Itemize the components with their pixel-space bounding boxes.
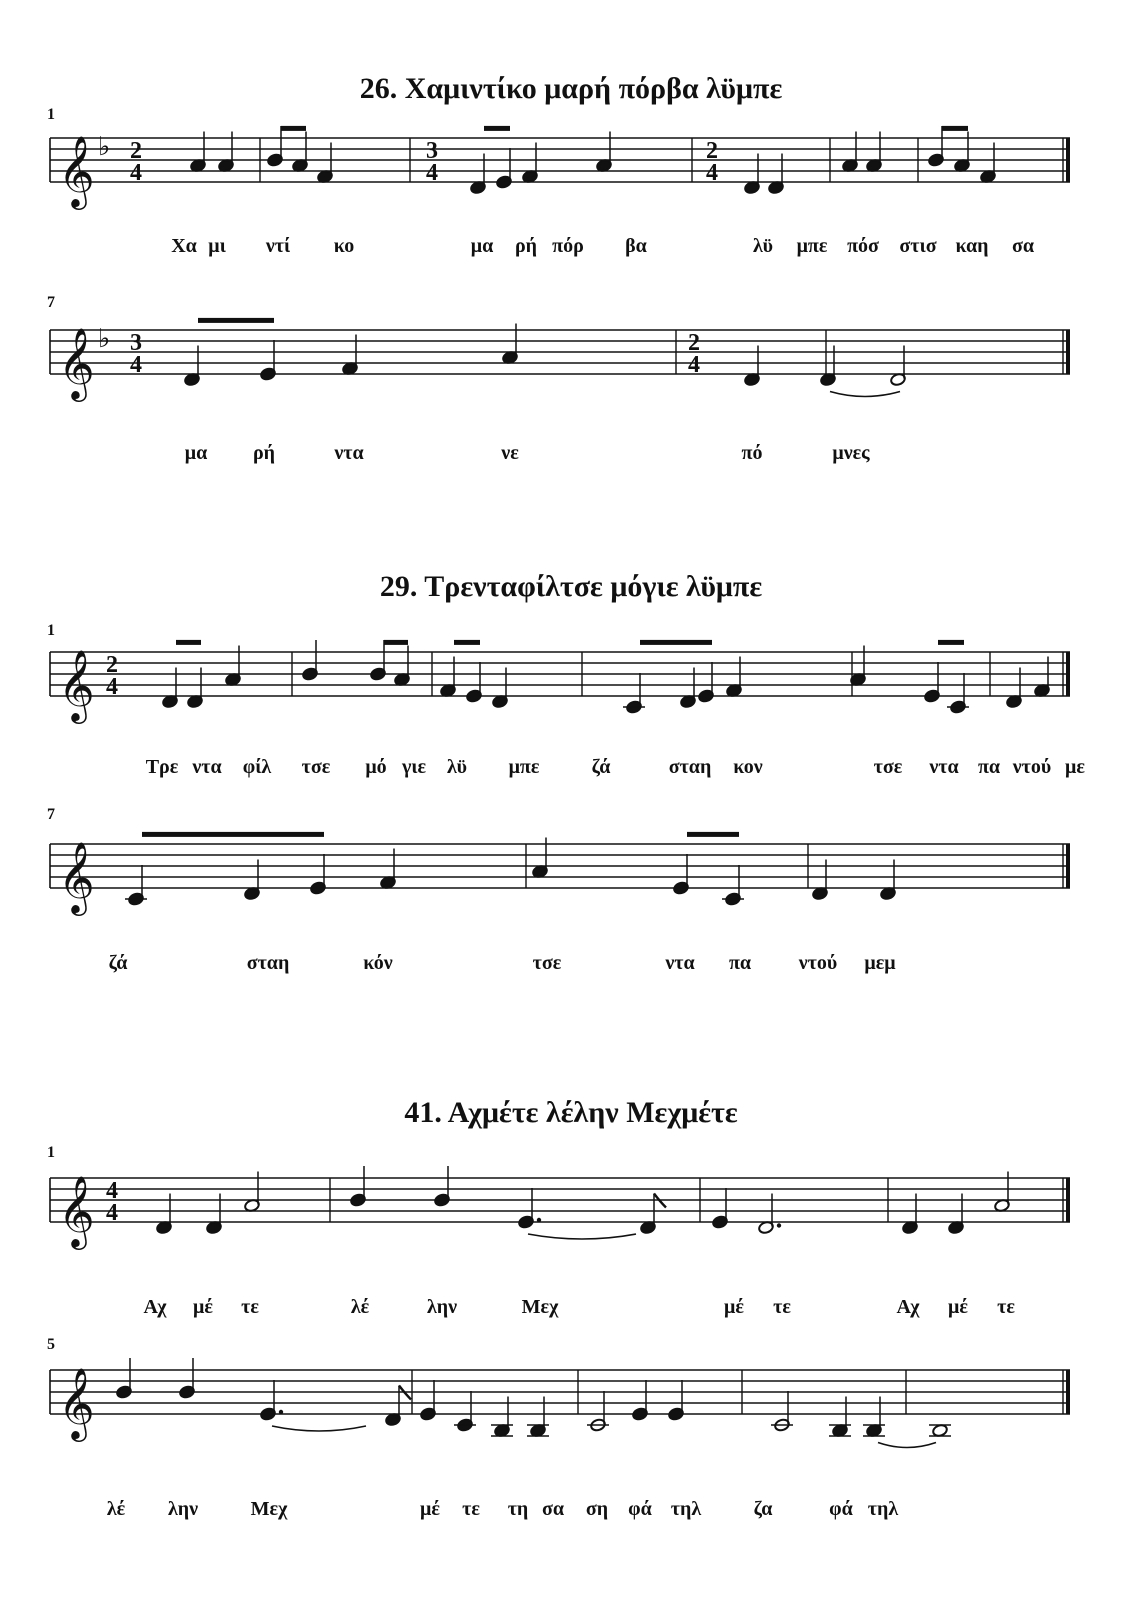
lyric-syllable: τσε <box>301 756 331 778</box>
tie <box>830 392 900 397</box>
lyric-syllable: ντί <box>265 235 291 257</box>
treble-clef-icon: 𝄞 <box>58 326 95 399</box>
lyric-syllable: πόσ <box>847 235 879 257</box>
lyric-syllable: πό <box>741 442 763 464</box>
note-beam <box>142 832 324 837</box>
lyric-syllable: φά <box>628 1498 652 1520</box>
lyric-syllable: Μεχ <box>250 1498 288 1520</box>
lyric-syllable: ντού <box>798 952 838 974</box>
note-beam <box>938 640 964 645</box>
measure-number: 1 <box>47 1144 55 1161</box>
lyric-syllable: Αχ <box>143 1296 167 1318</box>
lyric-syllable: τε <box>773 1296 791 1318</box>
lyric-syllable: τη <box>507 1498 529 1520</box>
lyric-syllable: κόν <box>363 952 393 974</box>
dot <box>777 1223 781 1227</box>
flat-key-signature-icon: ♭ <box>98 324 111 354</box>
lyric-syllable: σα <box>541 1498 565 1520</box>
note-beam <box>281 126 306 131</box>
lyric-syllable: μα <box>184 442 208 464</box>
lyric-syllable: τηλ <box>670 1498 702 1520</box>
lyric-syllable: σταη <box>668 756 712 778</box>
time-signature-top: 3 <box>426 138 438 164</box>
lyric-syllable: Χα <box>171 235 197 257</box>
lyric-syllable: μεμ <box>864 952 896 974</box>
lyric-syllable: μέ <box>724 1296 744 1318</box>
note-beam <box>484 126 510 131</box>
lyric-syllable: μέ <box>420 1498 440 1520</box>
lyric-syllable: με <box>1065 756 1085 778</box>
music-staff <box>0 636 1142 746</box>
measure-number: 7 <box>47 806 55 823</box>
song-title: 41. Αχμέτε λέλην Μεχμέτε <box>404 1096 738 1129</box>
lyric-syllable: ντού <box>1012 756 1052 778</box>
music-staff <box>0 120 1142 220</box>
lyric-syllable: κο <box>333 235 355 257</box>
lyric-syllable: πα <box>728 952 752 974</box>
measure-number: 1 <box>47 106 55 123</box>
lyric-syllable: ντα <box>334 442 364 464</box>
lyric-syllable: λέ <box>106 1498 126 1520</box>
lyric-syllable: ζά <box>108 952 128 974</box>
lyric-syllable: ζα <box>753 1498 773 1520</box>
lyric-syllable: φίλ <box>242 756 272 778</box>
lyric-syllable: Τρε <box>145 756 179 778</box>
lyric-syllable: μπε <box>508 756 540 778</box>
music-staff <box>0 820 1142 930</box>
lyric-syllable: τσε <box>532 952 562 974</box>
time-signature-bottom: 4 <box>130 352 142 378</box>
treble-clef-icon: 𝄞 <box>58 648 95 721</box>
lyric-syllable: φά <box>829 1498 853 1520</box>
time-signature-top: 2 <box>106 652 118 678</box>
lyric-syllable: ντα <box>192 756 222 778</box>
lyric-syllable: τηλ <box>867 1498 899 1520</box>
note-beam <box>454 640 480 645</box>
lyric-syllable: τσε <box>873 756 903 778</box>
lyric-syllable: στισ <box>899 235 937 257</box>
lyric-syllable: τε <box>997 1296 1015 1318</box>
lyric-syllable: λϋ <box>753 235 773 257</box>
lyric-syllable: μνες <box>832 442 870 464</box>
lyric-syllable: μπε <box>796 235 828 257</box>
lyric-syllable: ρή <box>252 442 276 464</box>
treble-clef-icon: 𝄞 <box>58 1366 95 1439</box>
lyric-syllable: νε <box>501 442 519 464</box>
note-beam <box>687 832 739 837</box>
song-title: 26. Χαμιντίκο μαρή πόρβα λϋμπε <box>359 72 783 105</box>
lyric-syllable: ρή <box>514 235 538 257</box>
lyric-syllable: τε <box>241 1296 259 1318</box>
treble-clef-icon: 𝄞 <box>58 840 95 913</box>
lyric-syllable: τε <box>462 1498 480 1520</box>
tie <box>878 1443 936 1448</box>
lyric-syllable: πόρ <box>552 235 584 257</box>
lyric-syllable: μέ <box>948 1296 968 1318</box>
music-staff <box>0 308 1142 418</box>
time-signature-bottom: 4 <box>106 674 118 700</box>
lyric-syllable: σα <box>1011 235 1035 257</box>
lyric-syllable: λϋ <box>447 756 467 778</box>
time-signature-bottom: 4 <box>706 160 718 186</box>
dot <box>279 1410 283 1414</box>
song-title: 29. Τρενταφίλτσε μόγιε λϋμπε <box>379 570 763 603</box>
lyric-syllable: Αχ <box>896 1296 920 1318</box>
time-signature-top: 2 <box>130 138 142 164</box>
time-signature-bottom: 4 <box>688 352 700 378</box>
lyric-syllable: σταη <box>246 952 290 974</box>
time-signature-bottom: 4 <box>426 160 438 186</box>
treble-clef-icon: 𝄞 <box>58 134 95 207</box>
lyric-syllable: μέ <box>193 1296 213 1318</box>
note-beam <box>942 126 968 131</box>
lyric-syllable: ντα <box>929 756 959 778</box>
lyric-syllable: ζά <box>591 756 611 778</box>
measure-number: 5 <box>47 1336 55 1353</box>
treble-clef-icon: 𝄞 <box>58 1174 95 1247</box>
lyric-syllable: γιε <box>401 756 427 778</box>
lyric-syllable: μι <box>208 235 226 257</box>
music-staff <box>0 1350 1142 1470</box>
note-beam <box>640 640 712 645</box>
lyric-syllable: Μεχ <box>521 1296 559 1318</box>
time-signature-bottom: 4 <box>106 1200 118 1226</box>
lyric-syllable: μό <box>365 756 387 778</box>
dot <box>537 1218 541 1222</box>
note-beam <box>176 640 201 645</box>
time-signature-top: 2 <box>688 330 700 356</box>
lyric-syllable: λην <box>167 1498 199 1520</box>
lyric-syllable: λέ <box>350 1296 370 1318</box>
tie <box>528 1234 636 1239</box>
time-signature-top: 4 <box>106 1178 118 1204</box>
lyric-syllable: βα <box>625 235 647 257</box>
lyric-syllable: ντα <box>665 952 695 974</box>
time-signature-top: 2 <box>706 138 718 164</box>
lyric-syllable: καη <box>955 235 989 257</box>
time-signature-bottom: 4 <box>130 160 142 186</box>
music-staff <box>0 1158 1142 1268</box>
lyric-syllable: μα <box>470 235 494 257</box>
lyric-syllable: λην <box>426 1296 458 1318</box>
lyric-syllable: κον <box>733 756 763 778</box>
tie <box>272 1426 366 1431</box>
lyric-syllable: ση <box>585 1498 609 1520</box>
lyric-syllable: πα <box>977 756 1001 778</box>
measure-number: 1 <box>47 622 55 639</box>
measure-number: 7 <box>47 294 55 311</box>
note-beam <box>384 640 408 645</box>
flat-key-signature-icon: ♭ <box>98 132 111 162</box>
note-beam <box>198 318 274 323</box>
time-signature-top: 3 <box>130 330 142 356</box>
